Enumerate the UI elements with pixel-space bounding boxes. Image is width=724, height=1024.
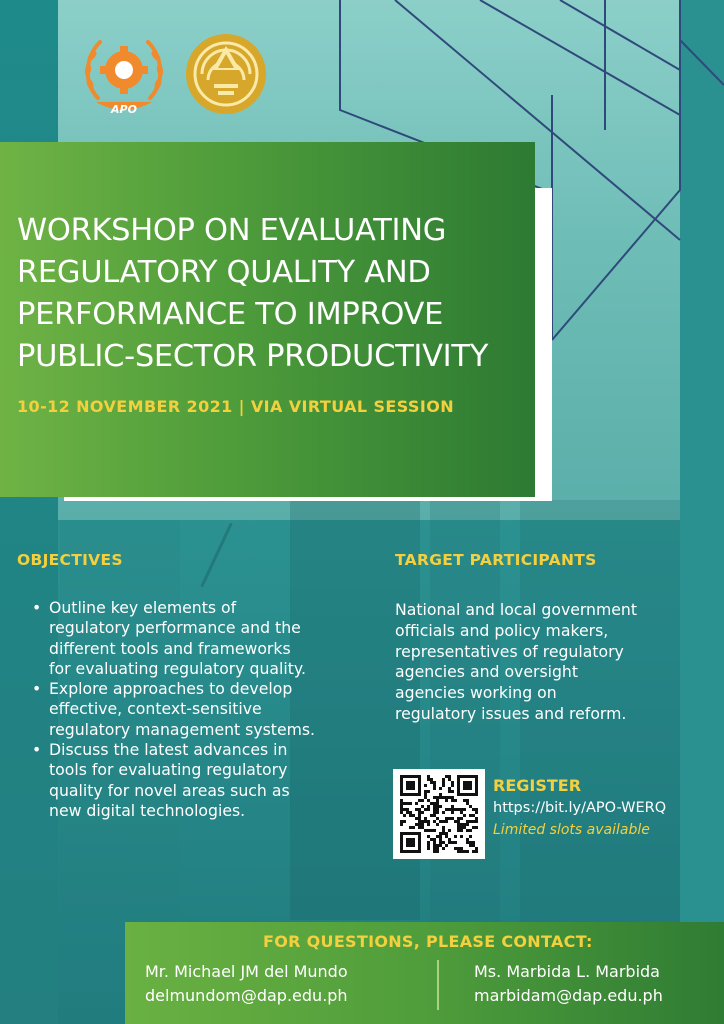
decorative-line xyxy=(680,40,724,85)
list-item xyxy=(30,679,380,740)
contact-email[interactable]: delmundom@dap.edu.ph xyxy=(145,986,348,1005)
qr-code-icon xyxy=(400,775,478,853)
bullet: • xyxy=(32,740,42,760)
objective-line: tools for evaluating regulatory xyxy=(49,760,288,780)
registration-qr-code[interactable] xyxy=(393,769,485,859)
objective-line: Outline key elements of xyxy=(49,598,237,617)
target-participants-text xyxy=(395,600,705,725)
bullet: • xyxy=(32,598,42,617)
participants-line: representatives of regulatory xyxy=(395,641,624,661)
contact-divider xyxy=(437,960,439,1010)
contact-email[interactable]: marbidam@dap.edu.ph xyxy=(474,986,663,1005)
participants-line: officials and policy makers, xyxy=(395,620,609,640)
objective-line: regulatory performance and the xyxy=(49,618,301,638)
title-line: PUBLIC-SECTOR PRODUCTIVITY xyxy=(17,339,489,374)
title-line: WORKSHOP ON EVALUATING xyxy=(17,213,447,248)
objectives-heading: OBJECTIVES xyxy=(17,551,123,569)
contact-name: Mr. Michael JM del Mundo xyxy=(145,962,348,981)
title-line: REGULATORY QUALITY AND xyxy=(17,255,431,290)
register-heading: REGISTER xyxy=(493,776,582,795)
objective-line: regulatory management systems. xyxy=(49,719,316,739)
objective-line: Explore approaches to develop xyxy=(49,679,293,699)
target-participants-heading: TARGET PARTICIPANTS xyxy=(395,551,597,569)
bullet: • xyxy=(32,679,42,699)
contact-panel xyxy=(125,922,724,1024)
objective-line: for evaluating regulatory quality. xyxy=(49,658,306,678)
apo-logo-text: APO xyxy=(111,103,137,116)
decorative-line xyxy=(552,0,680,340)
dap-logo-icon xyxy=(180,28,272,120)
register-link[interactable]: https://bit.ly/APO-WERQ xyxy=(493,800,667,816)
apo-logo-icon xyxy=(78,28,170,120)
objective-line: Discuss the latest advances in xyxy=(49,740,288,760)
limited-slots-note: Limited slots available xyxy=(493,822,650,838)
page-title xyxy=(17,210,537,378)
contact-heading: FOR QUESTIONS, PLEASE CONTACT: xyxy=(263,932,593,951)
participants-line: regulatory issues and reform. xyxy=(395,703,627,723)
decorative-line xyxy=(560,0,680,70)
objective-line: different tools and frameworks xyxy=(49,638,291,658)
objective-line: new digital technologies. xyxy=(49,800,246,820)
objective-line: effective, context-sensitive xyxy=(49,699,262,719)
list-item xyxy=(30,598,380,679)
participants-line: National and local government xyxy=(395,600,638,619)
list-item xyxy=(30,740,380,821)
participants-line: agencies working on xyxy=(395,683,557,703)
objectives-list xyxy=(30,598,380,821)
objective-line: quality for novel areas such as xyxy=(49,780,290,800)
event-date: 10-12 NOVEMBER 2021 | VIA VIRTUAL SESSION xyxy=(17,397,454,416)
participants-line: agencies and oversight xyxy=(395,662,579,682)
contact-name: Ms. Marbida L. Marbida xyxy=(474,962,660,981)
title-line: PERFORMANCE TO IMPROVE xyxy=(17,297,444,332)
